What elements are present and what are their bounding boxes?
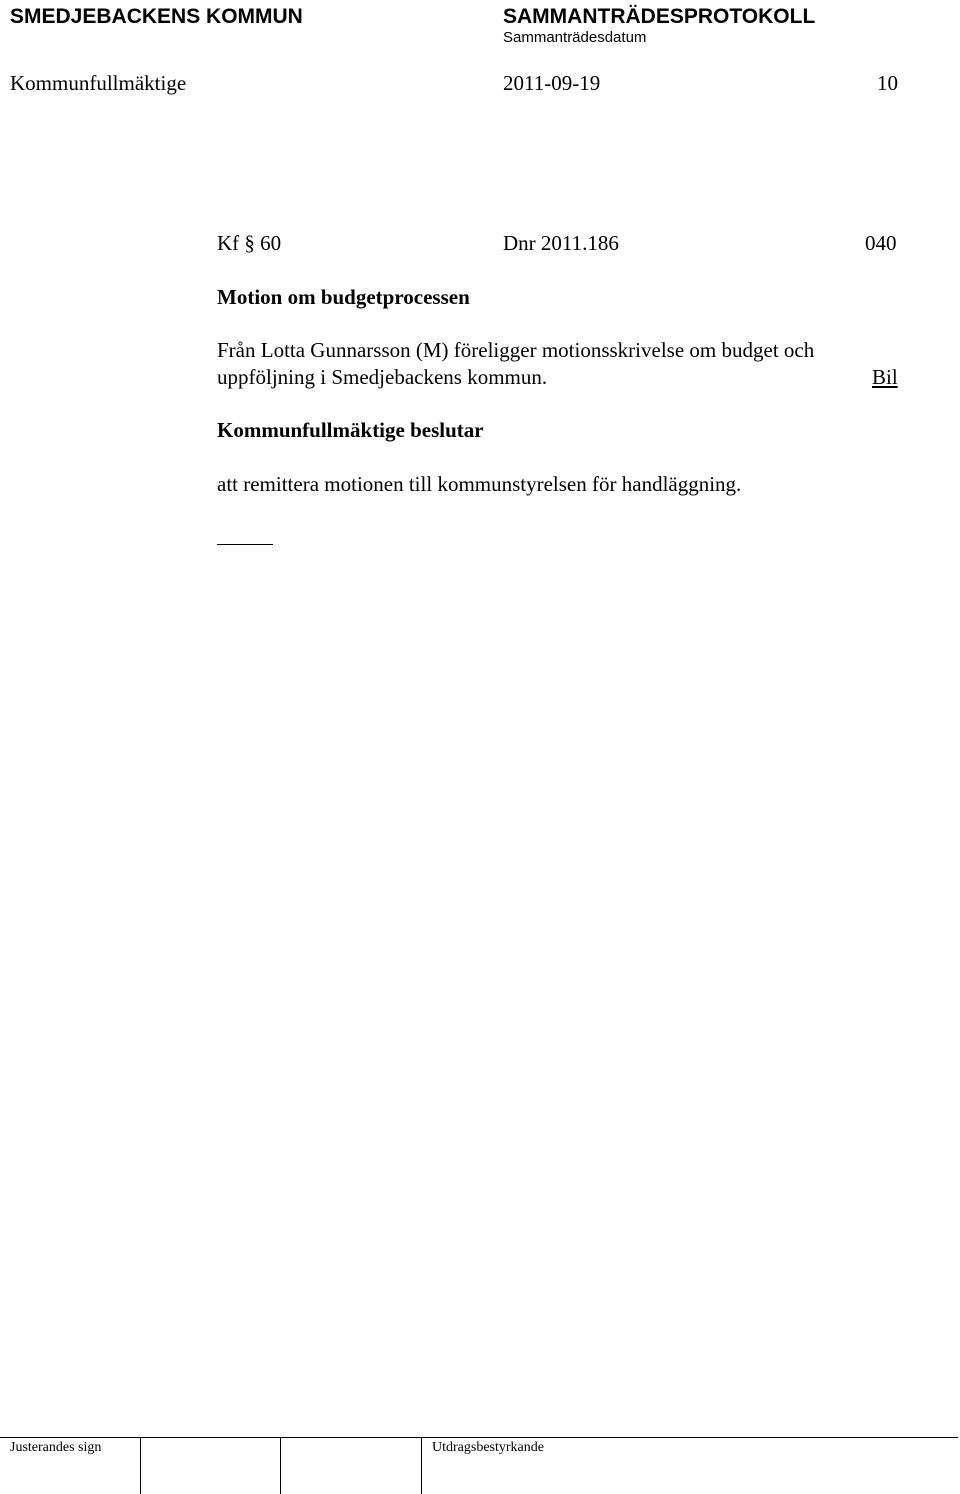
decision-text: att remittera motionen till kommunstyrelsen för handläggning. bbox=[217, 472, 742, 496]
footer-column-divider-2 bbox=[280, 1438, 281, 1494]
end-divider bbox=[217, 544, 273, 545]
item-text-line-1: Från Lotta Gunnarsson (M) föreligger motionsskrivelse om budget och bbox=[217, 338, 815, 362]
meeting-date: 2011-09-19 bbox=[503, 71, 601, 95]
organization-name: SMEDJEBACKENS KOMMUN bbox=[10, 5, 303, 28]
decision-heading: Kommunfullmäktige beslutar bbox=[217, 418, 484, 442]
date-label: Sammanträdesdatum bbox=[503, 29, 647, 46]
footer-column-divider-3 bbox=[421, 1438, 422, 1494]
utdragsbestyrkande-label: Utdragsbestyrkande bbox=[432, 1440, 544, 1455]
footer-column-divider-1 bbox=[140, 1438, 141, 1494]
paragraph-number: Kf § 60 bbox=[217, 231, 282, 255]
footer-divider bbox=[0, 1437, 958, 1438]
page-number: 10 bbox=[877, 71, 898, 95]
justerandes-sign-label: Justerandes sign bbox=[10, 1440, 102, 1455]
meeting-body: Kommunfullmäktige bbox=[10, 71, 187, 95]
diary-number: Dnr 2011.186 bbox=[503, 231, 619, 255]
document-type: SAMMANTRÄDESPROTOKOLL bbox=[503, 5, 816, 28]
attachment-link[interactable]: Bil bbox=[872, 365, 898, 389]
item-text-line-2: uppföljning i Smedjebackens kommun. bbox=[217, 365, 548, 389]
archive-code: 040 bbox=[865, 231, 897, 255]
item-title: Motion om budgetprocessen bbox=[217, 285, 470, 309]
